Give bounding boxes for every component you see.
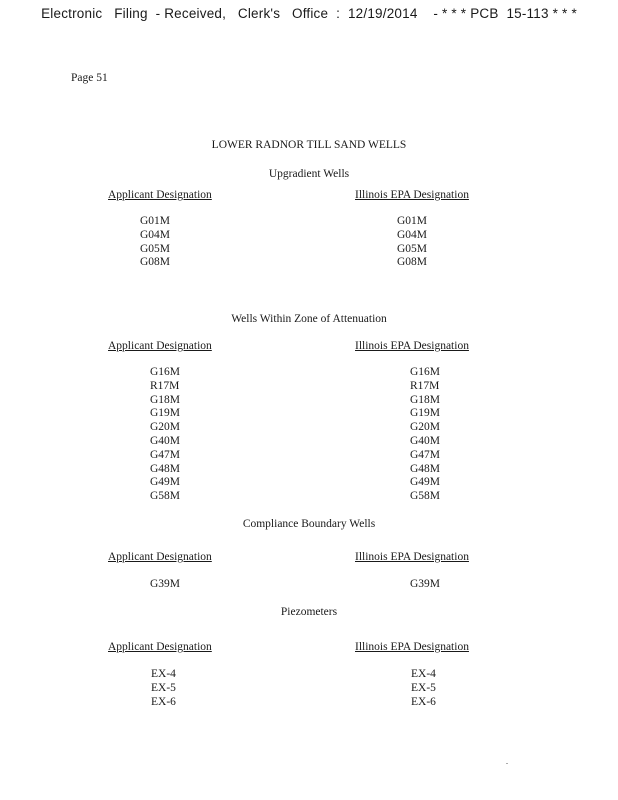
list-item: R17M [410, 379, 440, 392]
applicant-column-header: Applicant Designation [108, 551, 212, 563]
list-item: EX-4 [151, 668, 176, 680]
list-item: R17M [150, 379, 180, 392]
applicant-column-header: Applicant Designation [108, 641, 212, 653]
list-item: EX-5 [151, 681, 176, 694]
list-item: G01M [397, 215, 428, 227]
epa-list-piezometers [411, 668, 436, 709]
list-item: G19M [150, 407, 181, 420]
epa-list-compliance [410, 578, 440, 592]
list-item: G01M [140, 215, 171, 227]
illinois-epa-column-header: Illinois EPA Designation [355, 641, 469, 653]
list-item: G58M [410, 490, 441, 503]
list-item: G08M [140, 256, 171, 269]
list-item: G20M [150, 421, 181, 434]
epa-list-attenuation [410, 366, 440, 504]
list-item: G19M [410, 407, 441, 420]
list-item: G58M [150, 490, 181, 503]
list-item: G16M [150, 366, 181, 378]
applicant-list-piezometers [151, 668, 176, 709]
list-item: G48M [410, 462, 441, 475]
list-item: EX-5 [411, 681, 436, 694]
list-item: G05M [140, 242, 171, 255]
applicant-column-header: Applicant Designation [108, 189, 212, 201]
document-title: LOWER RADNOR TILL SAND WELLS [211, 139, 407, 151]
list-item: G18M [150, 393, 181, 406]
applicant-list-attenuation [150, 366, 180, 504]
applicant-list-compliance [150, 578, 180, 592]
list-item: G04M [140, 228, 171, 241]
list-item: G20M [410, 421, 441, 434]
list-item: G39M [150, 578, 181, 590]
list-item: G04M [397, 228, 428, 241]
list-item: G47M [150, 448, 181, 461]
section-heading-attenuation: Wells Within Zone of Attenuation [231, 313, 387, 325]
list-item: EX-4 [411, 668, 436, 680]
list-item: G08M [397, 256, 428, 269]
list-item: G47M [410, 448, 441, 461]
section-heading-piezometers: Piezometers [280, 606, 338, 618]
list-item: G49M [410, 476, 441, 489]
list-item: G16M [410, 366, 441, 378]
list-item: G49M [150, 476, 181, 489]
filing-header: Electronic Filing - Received, Clerk's Office : 12/19/2014 - * * * PCB 15-113 * * * [41, 6, 577, 21]
illinois-epa-column-header: Illinois EPA Designation [355, 551, 469, 563]
list-item: G40M [410, 434, 441, 447]
applicant-list-upgradient [140, 215, 170, 270]
page-number: Page 51 [71, 72, 108, 84]
section-heading-compliance: Compliance Boundary Wells [242, 518, 376, 530]
section-heading-upgradient: Upgradient Wells [268, 168, 350, 180]
applicant-column-header: Applicant Designation [108, 340, 212, 352]
list-item: G39M [410, 578, 441, 590]
epa-list-upgradient [397, 215, 427, 270]
list-item: G05M [397, 242, 428, 255]
list-item: EX-6 [411, 695, 436, 708]
list-item: EX-6 [151, 695, 176, 708]
list-item: G40M [150, 434, 181, 447]
list-item: G48M [150, 462, 181, 475]
list-item: G18M [410, 393, 441, 406]
footer-mark: . [506, 757, 508, 766]
illinois-epa-column-header: Illinois EPA Designation [355, 340, 469, 352]
illinois-epa-column-header: Illinois EPA Designation [355, 189, 469, 201]
